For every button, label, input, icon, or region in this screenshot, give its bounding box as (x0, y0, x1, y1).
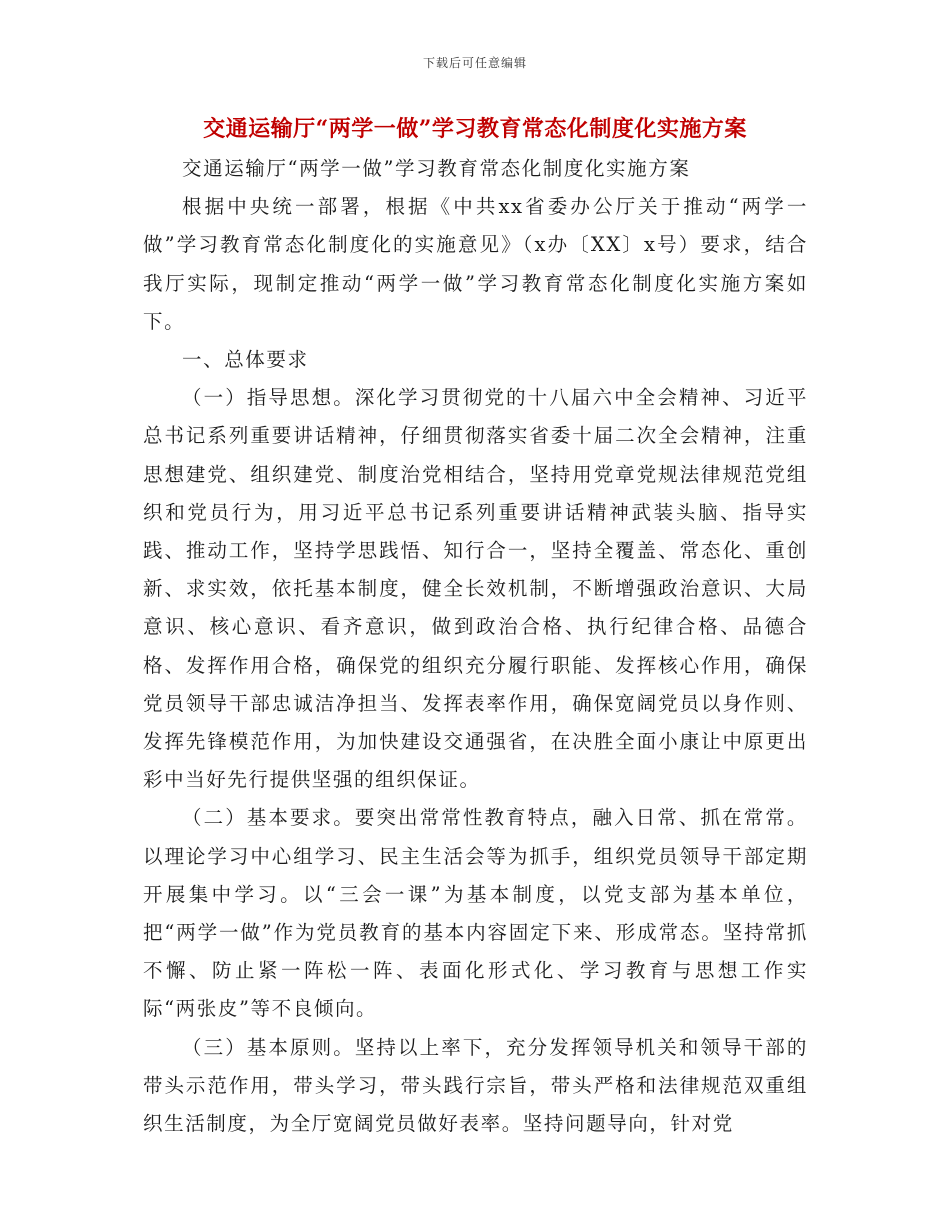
subtitle-paragraph: 交通运输厅“两学一做”学习教育常态化制度化实施方案 (182, 157, 691, 180)
document-title: 交通运输厅“两学一做”学习教育常态化制度化实施方案 (203, 116, 747, 142)
page-header-note: 下载后可任意编辑 (422, 56, 527, 70)
paragraph-basic-principles: （三）基本原则。坚持以上率下，充分发挥领导机关和领导干部的带头示范作用，带头学习，带头践行宗旨，带头严格和法律规范双重组织生活制度，为全厅宽阔党员做好表率。坚持问题导向，针对党 (143, 1035, 808, 1136)
paragraph-guiding-thought: （一）指导思想。深化学习贯彻党的十八届六中全会精神、习近平总书记系列重要讲话精神，仔细贯彻落实省委十届二次全会精神，注重思想建党、组织建党、制度治党相结合，坚持用党章党规法律规范党组织和党员行为，用习近平总书记系列重要讲话精神武装头脑、指导实践、推动工作，坚持学思践悟、知行合一，坚持全覆盖、常态化、重创新、求实效，依托基本制度，健全长效机制，不断增强政治意识、大局意识、核心意识、看齐意识，做到政治合格、执行纪律合格、品德合格、发挥作用合格，确保党的组织充分履行职能、发挥核心作用，确保党员领导干部忠诚洁净担当、发挥表率作用，确保宽阔党员以身作则、发挥先锋模范作用，为加快建设交通强省，在决胜全面小康让中原更出彩中当好先行提供坚强的组织保证。 (143, 386, 808, 792)
document-body (143, 150, 808, 1143)
section-heading-general-requirements: 一、总体要求 (182, 348, 309, 372)
intro-paragraph: 根据中央统一部署，根据《中共xx省委办公厅关于推动“两学一做”学习教育常态化制度化的实施意见》（x办〔XX〕x号）要求，结合我厅实际，现制定推动“两学一做”学习教育常态化制度化实施方案如下。 (143, 195, 808, 333)
paragraph-basic-requirements: （二）基本要求。要突出常常性教育特点，融入日常、抓在常常。以理论学习中心组学习、民主生活会等为抓手，组织党员领导干部定期开展集中学习。以“三会一课”为基本制度，以党支部为基本单位，把“两学一做”作为党员教育的基本内容固定下来、形成常态。坚持常抓不懈、防止紧一阵松一阵、表面化形式化、学习教育与思想工作实际“两张皮”等不良倾向。 (143, 806, 808, 1021)
